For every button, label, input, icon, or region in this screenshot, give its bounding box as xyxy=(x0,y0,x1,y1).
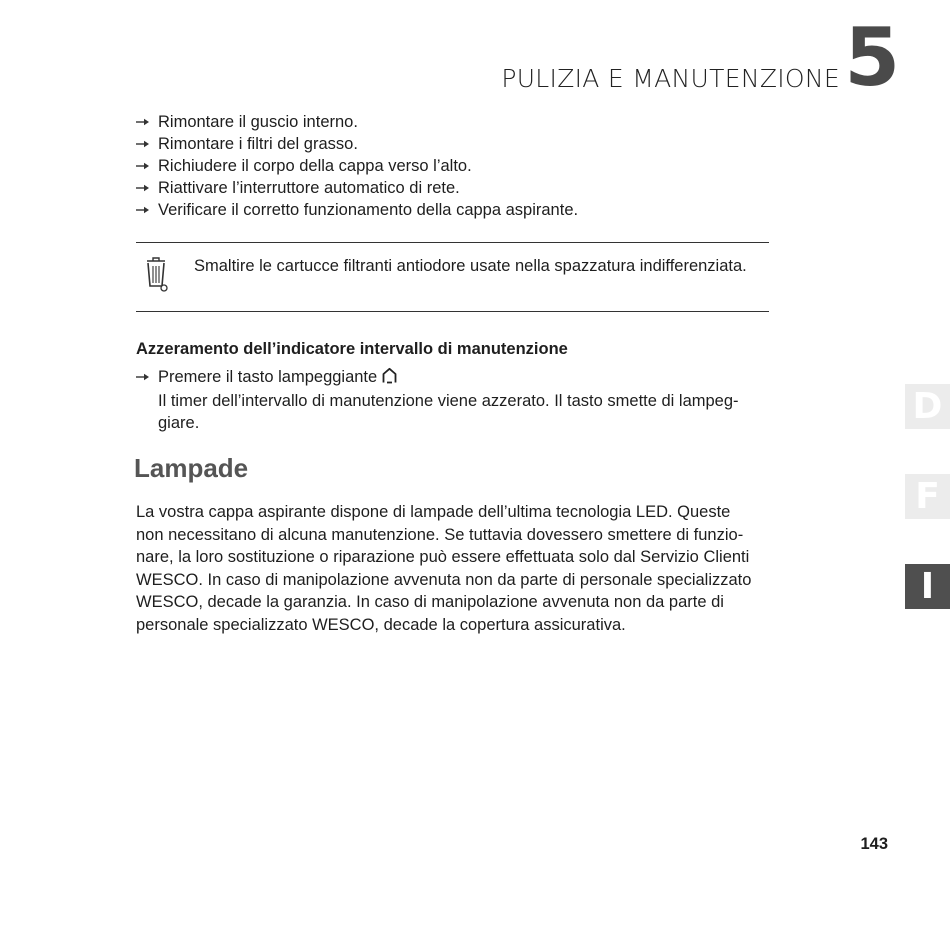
arrow-right-icon xyxy=(136,111,152,133)
chapter-number: 5 xyxy=(844,11,900,104)
step-text: Riattivare l’interruttore automatico di rete. xyxy=(158,179,460,197)
steps-list xyxy=(136,111,578,221)
note-text: Smaltire le cartucce filtranti antiodore usate nella spazzatura indifferenziata. xyxy=(194,257,747,275)
list-item xyxy=(136,155,578,177)
arrow-right-icon xyxy=(136,199,152,221)
step-text: Rimontare il guscio interno. xyxy=(158,113,358,131)
reset-heading: Azzeramento dell’indicatore intervallo di manutenzione xyxy=(136,340,568,358)
step-result-text-cont: giare. xyxy=(158,414,200,432)
step-text: Rimontare i filtri del grasso. xyxy=(158,135,358,153)
paragraph-line: WESCO, decade la garanzia. In caso di manipolazione avvenuta non da parte di xyxy=(136,593,724,612)
language-tab-i[interactable]: I xyxy=(905,564,950,609)
disposal-note xyxy=(136,242,769,312)
language-tab-f[interactable]: F xyxy=(905,474,950,519)
reset-steps-list xyxy=(136,366,761,434)
trash-bin-icon xyxy=(143,255,171,298)
step-text: Premere il tasto lampeggiante xyxy=(158,368,378,386)
lamps-paragraph xyxy=(136,501,756,637)
list-item xyxy=(136,177,578,199)
paragraph-line: WESCO. In caso di manipolazione avvenuta non da parte di personale specializzato xyxy=(136,570,752,589)
home-button-icon xyxy=(381,367,398,390)
language-tab-d[interactable]: D xyxy=(905,384,950,429)
chapter-title: PULIZIA E MANUTENZIONE xyxy=(501,64,840,93)
lamps-heading: Lampade xyxy=(134,453,249,483)
paragraph-line: La vostra cappa aspirante dispone di lampade dell’ultima tecnologia LED. Queste xyxy=(136,503,731,521)
arrow-right-icon xyxy=(136,366,152,388)
arrow-right-icon xyxy=(136,155,152,177)
page-number: 143 xyxy=(860,835,888,853)
list-item xyxy=(136,133,578,155)
paragraph-line: non necessitano di alcuna manutenzione. Se tuttavia dovessero smettere di funzio- xyxy=(136,525,744,544)
step-text: Verificare il corretto funzionamento della cappa aspirante. xyxy=(158,201,579,219)
arrow-right-icon xyxy=(136,133,152,155)
step-text: Richiudere il corpo della cappa verso l’alto. xyxy=(158,157,472,175)
list-item xyxy=(136,111,578,133)
arrow-right-icon xyxy=(136,177,152,199)
list-item xyxy=(136,199,578,221)
paragraph-line: nare, la loro sostituzione o riparazione può essere effettuata solo dal Servizio Clienti xyxy=(136,548,750,567)
step-result-text: Il timer dell’intervallo di manutenzione viene azzerato. Il tasto smette di lampeg- xyxy=(158,392,739,410)
list-item xyxy=(136,366,761,434)
paragraph-line: personale specializzato WESCO, decade la copertura assicurativa. xyxy=(136,615,626,634)
